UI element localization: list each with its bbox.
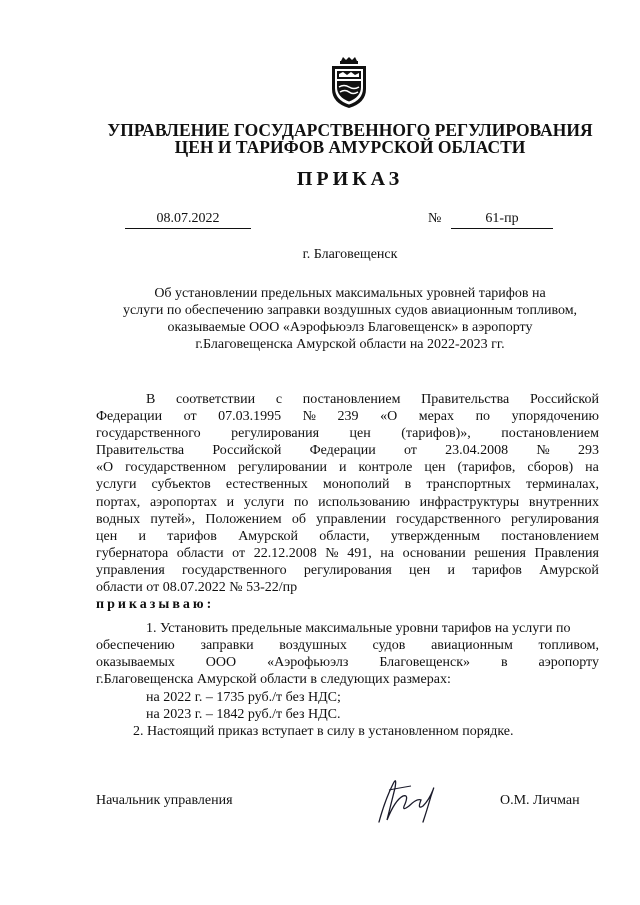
preamble-line: Правительства Российской Федерации от 23.04.2008 № 293 xyxy=(96,443,599,459)
city-name: г. Благовещенск xyxy=(302,247,398,262)
item1-line: г.Благовещенска Амурской области в следующих размерах: xyxy=(96,672,451,688)
order-number: 61-пр xyxy=(451,210,553,229)
preamble-line: услуги субъектов естественных монополий в транспортных терминалах, xyxy=(96,477,599,493)
preamble-line: губернатора области от 22.12.2008 № 491, на основании решения Правления xyxy=(96,545,599,561)
number-sign: № xyxy=(428,211,442,226)
org-name-line2: ЦЕН И ТАРИФОВ АМУРСКОЙ ОБЛАСТИ xyxy=(174,137,526,157)
preamble-line: управления государственного регулирования цен и тарифов Амурской xyxy=(96,562,599,578)
tariff-2022: на 2022 г. – 1735 руб./т без НДС; xyxy=(146,690,341,705)
subject-line: оказываемые ООО «Аэрофьюэлз Благовещенск» в аэропорту xyxy=(167,320,533,335)
preamble-paragraph xyxy=(96,391,599,596)
signer-name: О.М. Личман xyxy=(500,793,580,808)
coat-of-arms-emblem xyxy=(329,57,369,109)
preamble-line: «О государственном регулировании и контроле цен (тарифов, сборов) на xyxy=(96,460,599,476)
preamble-line: государственного регулирования цен (тарифов)», постановлением xyxy=(96,426,599,442)
preamble-line: В соответствии с постановлением Правительства Российской xyxy=(146,392,599,407)
document-title: ПРИКАЗ xyxy=(296,168,404,190)
tariff-2023: на 2023 г. – 1842 руб./т без НДС. xyxy=(146,707,341,722)
order-subject xyxy=(70,285,630,353)
subject-line: г.Благовещенска Амурской области на 2022-2023 гг. xyxy=(195,337,505,352)
order-date: 08.07.2022 xyxy=(125,210,251,229)
item1-line: оказываемых ООО «Аэрофьюэлз Благовещенск» в аэропорту xyxy=(96,655,599,671)
subject-line: услуги по обеспечению заправки воздушных судов авиационным топливом, xyxy=(122,303,578,318)
subject-line: Об установлении предельных максимальных уровней тарифов на xyxy=(154,286,546,301)
item1-line: 1. Установить предельные максимальные уровни тарифов на услуги по xyxy=(146,621,571,636)
preamble-line: портах, аэропортах и услуги по использованию инфраструктуры внутренних xyxy=(96,494,599,510)
item2-effective: 2. Настоящий приказ вступает в силу в установленном порядке. xyxy=(133,724,514,739)
order-directive: приказываю: xyxy=(96,597,215,612)
org-name-line1: УПРАВЛЕНИЕ ГОСУДАРСТВЕННОГО РЕГУЛИРОВАНИЯ xyxy=(107,120,593,140)
signer-title: Начальник управления xyxy=(96,793,233,808)
preamble-line: цен и тарифов Амурской области, утвержденным постановлением xyxy=(96,528,599,544)
preamble-line: Федерации от 07.03.1995 № 239 «О мерах по упорядочению xyxy=(96,409,599,425)
preamble-line: области от 08.07.2022 № 53-22/пр xyxy=(96,580,298,596)
preamble-line: водных путей», Положением об управлении государственного регулирования xyxy=(96,511,599,527)
item1-line: обеспечению заправки воздушных судов авиационным топливом, xyxy=(96,638,599,654)
handwritten-signature xyxy=(365,770,455,830)
item1-paragraph xyxy=(96,620,599,688)
